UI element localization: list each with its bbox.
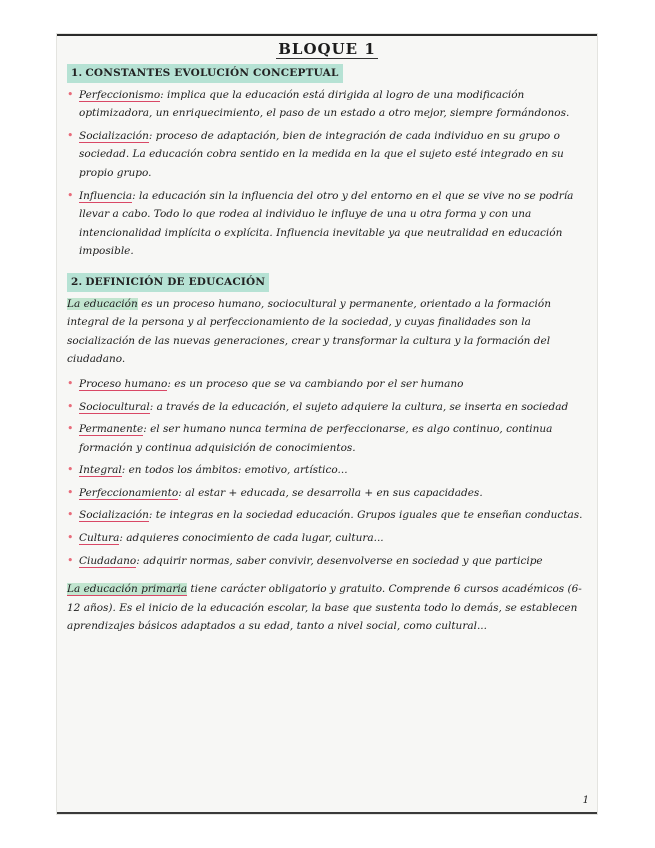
term: Permanente: [79, 423, 144, 436]
list-item: • Sociocultural: a través de la educación, el sujeto adquiere la cultura, se inserta en sociedad: [67, 398, 591, 417]
section-1-heading: 1. CONSTANTES EVOLUCIÓN CONCEPTUAL: [67, 64, 343, 83]
page-number: 1: [582, 795, 589, 806]
list-item: • Influencia: la educación sin la influencia del otro y del entorno en el que se vive no se podría llevar a cabo. Todo lo que rodea al individuo le influye de una u otra forma y con una intencionalidad implícita o explícita. Influencia inevitable ya que neutralidad en educación imposible.: [67, 187, 591, 261]
bullet-dot-icon: •: [67, 128, 74, 142]
term: Sociocultural: [79, 400, 150, 413]
list-item: • Socialización: proceso de adaptación, bien de integración de cada individuo en su grupo o sociedad. La educación cobra sentido en la medida en la que el sujeto esté integrado en su propio grupo.: [67, 127, 591, 183]
page-title: BLOQUE 1: [278, 40, 376, 58]
term: Proceso humano: [79, 377, 168, 390]
bullet-dot-icon: •: [67, 399, 74, 413]
bullet-dot-icon: •: [67, 485, 74, 499]
top-rule: [57, 34, 597, 36]
bullet-dot-icon: •: [67, 531, 74, 545]
definition-paragraph: La educación es un proceso humano, sociocultural y permanente, orientado a la formación integral de la persona y al perfeccionamiento de la sociedad, y cuyas finalidades son la socialización de las nuevas generaciones, crear y transformar la cultura y la formación del ciudadano.: [67, 297, 551, 366]
bullet-dot-icon: •: [67, 508, 74, 522]
term: Cultura: [79, 532, 120, 545]
bullet-dot-icon: •: [67, 463, 74, 477]
term: Socialización: [79, 129, 149, 142]
term: Influencia: [79, 189, 133, 202]
notes-content: [67, 62, 591, 642]
term: Socialización: [79, 509, 149, 522]
list-item: • Perfeccionismo: implica que la educación está dirigida al logro de una modificación optimizadora, un enriquecimiento, el paso de un estado a otro mejor, siempre formándonos.: [67, 86, 591, 123]
bullet-dot-icon: •: [67, 553, 74, 567]
list-item: • Proceso humano: es un proceso que se va cambiando por el ser humano: [67, 375, 591, 394]
section-2-heading: 2. DEFINICIÓN DE EDUCACIÓN: [67, 273, 269, 292]
primaria-paragraph: La educación primaria tiene carácter obligatorio y gratuito. Comprende 6 cursos académicos (6-12 años). Es el inicio de la educación escolar, la base que sustenta todo lo demás, se establecen aprendizajes básicos adaptados a su edad, tanto a nivel social, como cultural...: [67, 583, 582, 633]
list-item: • Integral: en todos los ámbitos: emotivo, artístico...: [67, 461, 591, 480]
term: Ciudadano: [79, 554, 137, 567]
list-item: • Cultura: adquieres conocimiento de cada lugar, cultura...: [67, 529, 591, 548]
list-item: • Ciudadano: adquirir normas, saber convivir, desenvolverse en sociedad y que participe: [67, 552, 591, 571]
list-item: • Perfeccionamiento: al estar + educada, se desarrolla + en sus capacidades.: [67, 484, 591, 503]
term: Perfeccionismo: [79, 88, 161, 101]
bullet-dot-icon: •: [67, 87, 74, 101]
list-item: • Permanente: el ser humano nunca termina de perfeccionarse, es algo continuo, continua formación y continua adquisición de conocimientos.: [67, 420, 591, 457]
term: Perfeccionamiento: [79, 486, 179, 499]
bullet-dot-icon: •: [67, 422, 74, 436]
list-item: • Socialización: te integras en la sociedad educación. Grupos iguales que te enseñan conductas.: [67, 506, 591, 525]
bullet-dot-icon: •: [67, 376, 74, 390]
bullet-dot-icon: •: [67, 188, 74, 202]
notebook-page: [57, 34, 597, 814]
bottom-rule: [57, 812, 597, 814]
term: Integral: [79, 464, 122, 477]
